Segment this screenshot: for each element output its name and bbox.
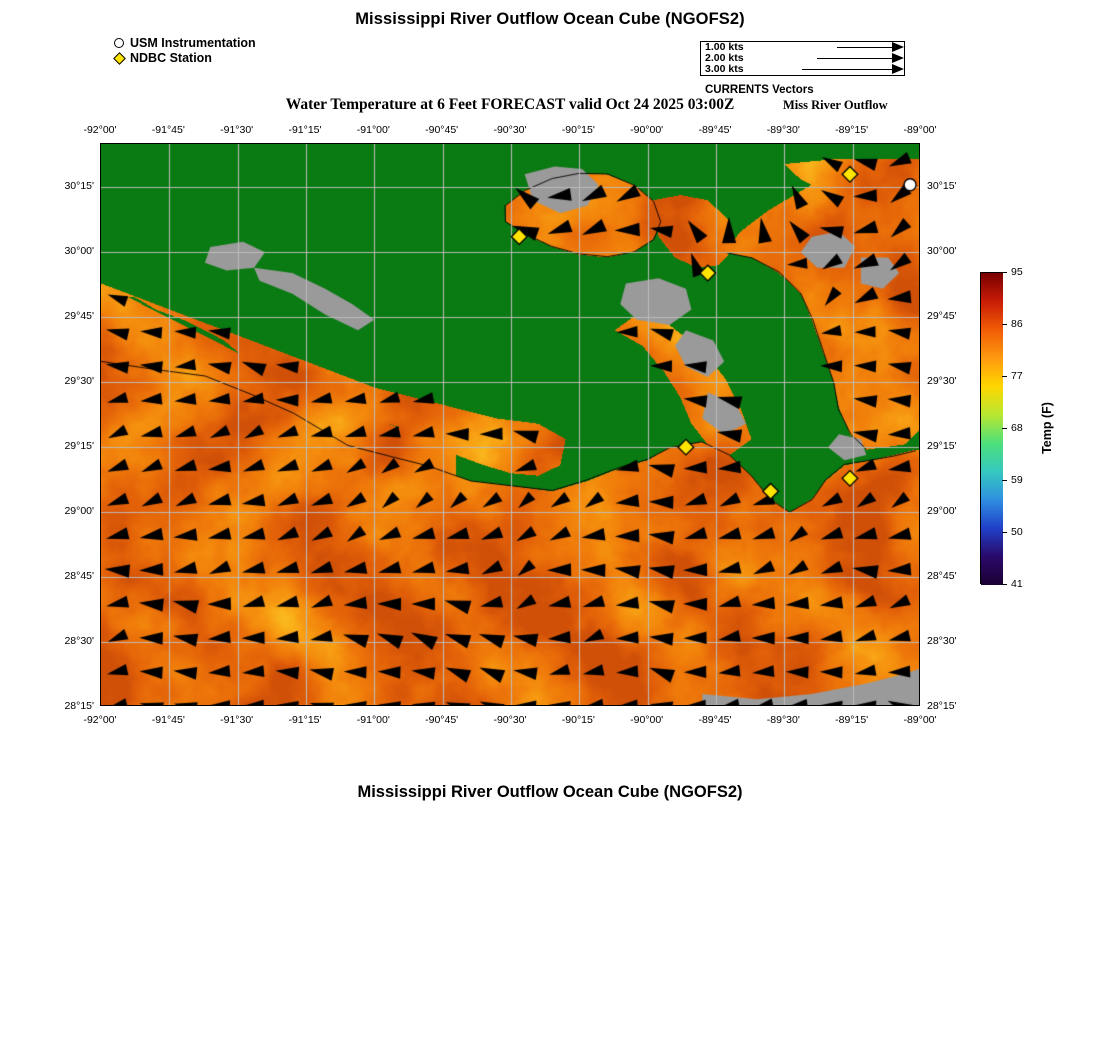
vector-key-label-3: 3.00 kts — [705, 63, 744, 75]
y-tick-left: 30°00' — [64, 245, 94, 258]
y-tick-left: 28°30' — [64, 635, 94, 648]
x-tick-top: -91°30' — [220, 124, 254, 136]
x-tick-top: -91°45' — [151, 124, 185, 136]
colorbar-tick-label: 59 — [1011, 474, 1023, 486]
x-tick-top: -90°45' — [425, 124, 459, 136]
x-tick-top: -90°00' — [630, 124, 664, 136]
y-tick-right: 28°45' — [927, 570, 957, 583]
y-tick-right: 29°00' — [927, 505, 957, 518]
x-tick-bottom: -91°30' — [220, 714, 254, 726]
vector-arrow-3 — [797, 64, 902, 75]
colorbar-gradient — [981, 273, 1003, 585]
legend-item-usm — [110, 36, 256, 50]
vector-arrow-1 — [797, 42, 902, 53]
x-tick-bottom: -90°15' — [561, 714, 595, 726]
legend-item-usm-label: USM Instrumentation — [130, 36, 256, 50]
colorbar-tick-label: 95 — [1011, 266, 1023, 278]
y-tick-left: 28°45' — [64, 570, 94, 583]
ndbc-diamond-icon — [110, 54, 128, 63]
colorbar-tickmark — [1002, 324, 1007, 325]
vector-key-row — [701, 64, 904, 75]
chart-subtitle: Water Temperature at 6 Feet FORECAST valid Oct 24 2025 03:00Z — [285, 96, 735, 113]
colorbar-tick-label: 86 — [1011, 318, 1023, 330]
x-tick-bottom: -92°00' — [83, 714, 117, 726]
y-tick-right: 29°45' — [927, 310, 957, 323]
x-tick-top: -89°00' — [903, 124, 937, 136]
colorbar-tick-label: 77 — [1011, 370, 1023, 382]
legend-item-ndbc-label: NDBC Station — [130, 51, 212, 65]
x-tick-top: -89°45' — [698, 124, 732, 136]
map-raster — [101, 144, 920, 706]
vector-key-label-2: 2.00 kts — [705, 52, 744, 64]
colorbar-tick-label: 68 — [1011, 422, 1023, 434]
x-tick-bottom: -91°00' — [356, 714, 390, 726]
x-tick-bottom: -91°45' — [151, 714, 185, 726]
x-tick-top: -92°00' — [83, 124, 117, 136]
x-tick-bottom: -89°00' — [903, 714, 937, 726]
footer-title: Mississippi River Outflow Ocean Cube (NGOFS2) — [357, 783, 743, 801]
x-tick-bottom: -89°15' — [835, 714, 869, 726]
y-tick-left: 29°00' — [64, 505, 94, 518]
y-tick-left: 28°15' — [64, 700, 94, 712]
colorbar — [980, 272, 1002, 584]
x-tick-top: -91°00' — [356, 124, 390, 136]
x-tick-top: -91°15' — [288, 124, 322, 136]
colorbar-tick-label: 41 — [1011, 578, 1023, 590]
map-plot-area[interactable] — [100, 143, 920, 706]
x-tick-top: -89°30' — [766, 124, 800, 136]
currents-vector-key — [700, 41, 905, 76]
outflow-annotation: Miss River Outflow — [783, 98, 888, 112]
x-tick-top: -90°15' — [561, 124, 595, 136]
y-tick-right: 30°15' — [927, 180, 957, 193]
x-tick-bottom: -89°45' — [698, 714, 732, 726]
x-tick-top: -89°15' — [835, 124, 869, 136]
y-tick-left: 30°15' — [64, 180, 94, 193]
x-tick-bottom: -89°30' — [766, 714, 800, 726]
x-tick-bottom: -91°15' — [288, 714, 322, 726]
x-tick-bottom: -90°00' — [630, 714, 664, 726]
x-tick-bottom: -90°45' — [425, 714, 459, 726]
legend-item-ndbc — [110, 51, 256, 65]
y-tick-right: 30°00' — [927, 245, 957, 258]
colorbar-title: Temp (F) — [1040, 402, 1054, 454]
vector-key-label-1: 1.00 kts — [705, 41, 744, 53]
y-tick-right: 28°15' — [927, 700, 957, 712]
currents-vectors-caption: CURRENTS Vectors — [705, 84, 814, 96]
y-tick-left: 29°45' — [64, 310, 94, 323]
usm-circle-icon — [110, 38, 128, 48]
colorbar-tickmark — [1002, 428, 1007, 429]
colorbar-tickmark — [1002, 584, 1007, 585]
colorbar-tickmark — [1002, 532, 1007, 533]
colorbar-tick-label: 50 — [1011, 526, 1023, 538]
x-tick-top: -90°30' — [493, 124, 527, 136]
page-title: Mississippi River Outflow Ocean Cube (NGOFS2) — [355, 10, 745, 28]
colorbar-tickmark — [1002, 480, 1007, 481]
colorbar-tickmark — [1002, 272, 1007, 273]
map-legend — [110, 36, 256, 66]
y-tick-right: 28°30' — [927, 635, 957, 648]
y-tick-right: 29°30' — [927, 375, 957, 388]
vector-arrow-2 — [797, 53, 902, 64]
colorbar-tickmark — [1002, 376, 1007, 377]
y-tick-right: 29°15' — [927, 440, 957, 453]
y-tick-left: 29°30' — [64, 375, 94, 388]
x-tick-bottom: -90°30' — [493, 714, 527, 726]
y-tick-left: 29°15' — [64, 440, 94, 453]
